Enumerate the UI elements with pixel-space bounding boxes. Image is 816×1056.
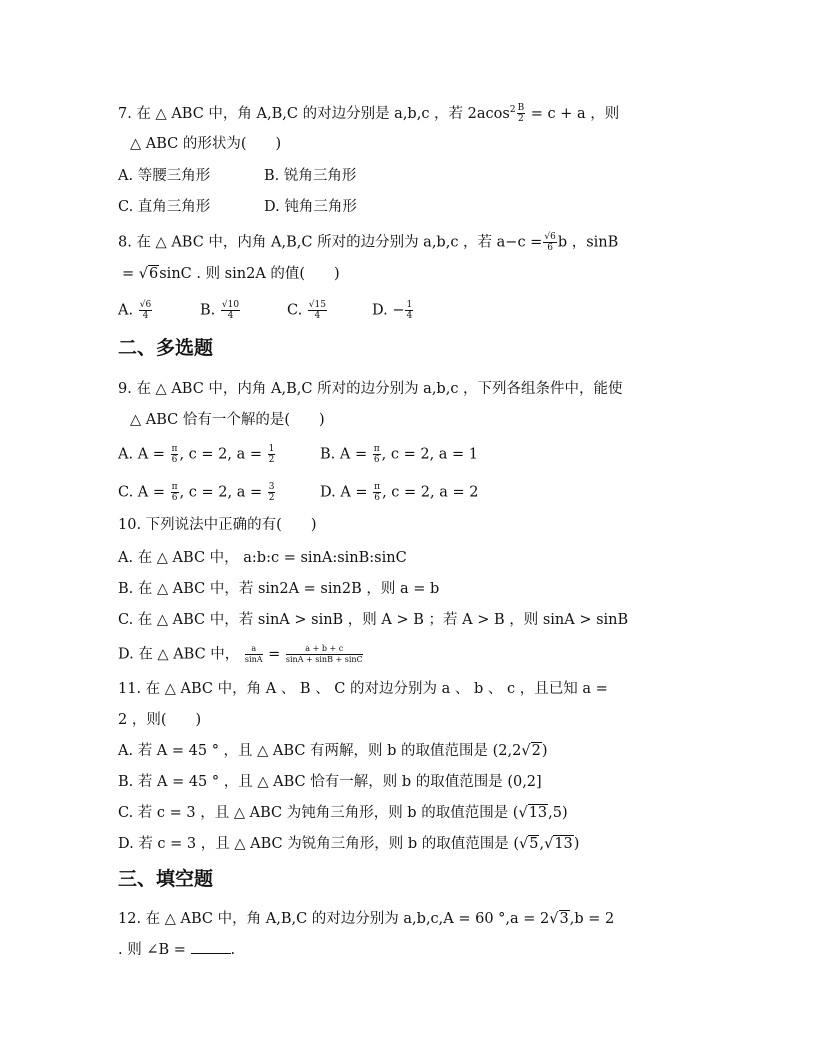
q11-stem-line1: 11. 在 △ ABC 中，角 A 、 B 、 C 的对边分别为 a 、 b 、 c ，且已知 a = (118, 681, 608, 697)
q8-option-c (287, 300, 328, 321)
q10-d-left-den: sinA (244, 655, 263, 664)
q8-d-frac (405, 300, 413, 321)
q9-option-c (118, 482, 276, 503)
q11-option-a (118, 741, 548, 761)
q8-a-den: 4 (142, 311, 149, 321)
q9-c-den: 2 (268, 493, 275, 503)
q9-c-frac (268, 482, 276, 503)
q10-d-left-num: a (245, 644, 263, 655)
q11-option-c (118, 803, 568, 823)
q8-b-num: √10 (221, 300, 240, 310)
q10-option-c: C. 在 △ ABC 中，若 sinA > sinB ，则 A > B ；若 A > B ，则 sinA > sinB (118, 612, 629, 628)
q7-option-d: D. 钝角三角形 (264, 199, 357, 215)
q10-d-right-num: a + b + c (286, 644, 363, 655)
q9-option-d (320, 482, 478, 503)
pi-den: 6 (373, 455, 380, 465)
pi-num: π (374, 482, 381, 492)
q9-c-pi (171, 482, 179, 503)
q8-d-num: 1 (406, 300, 413, 310)
q8-frac-den: 6 (547, 243, 553, 253)
q12-end: . (230, 942, 236, 958)
q8-c-den: 4 (314, 311, 321, 321)
q11-a-post: ) (541, 743, 548, 759)
q8-a-label: A. (118, 302, 134, 319)
q7-frac-den: 2 (518, 114, 524, 125)
section-heading-multiple-choice: 二、多选题 (118, 337, 214, 359)
q11-d-sqrt2: 13 (554, 836, 573, 852)
q8-fraction (543, 232, 556, 253)
q8-sqrt: 6 (149, 266, 159, 282)
q12-stem-line2 (118, 940, 235, 960)
q8-c-frac (308, 300, 327, 321)
q8-d-label: D. − (372, 302, 405, 319)
q8-d-den: 4 (406, 311, 413, 321)
q10-option-a: A. 在 △ ABC 中， a:b:c = sinA:sinB:sinC (118, 550, 407, 566)
q11-d-post: ) (573, 836, 580, 852)
q9-d-pre: D. A = (320, 484, 368, 501)
q9-stem-line2: △ ABC 恰有一个解的是( ) (130, 412, 325, 428)
q11-d-sqrt1: 5 (529, 836, 539, 852)
q11-a-pre: A. 若 A = 45 ° ，且 △ ABC 有两解，则 b 的取值范围是 (2,2√ (118, 743, 531, 759)
q9-a-num: 1 (268, 444, 275, 454)
q7-frac-num: B (517, 103, 525, 114)
q7-exponent: 2 (509, 105, 516, 115)
q10-option-d (118, 644, 364, 665)
q11-c-pre: C. 若 c = 3 ，且 △ ABC 为钝角三角形，则 b 的取值范围是 (√ (118, 805, 528, 821)
q9-c-num: 3 (268, 482, 275, 492)
q7-text-end: = c + a ，则 (526, 105, 620, 122)
q8-stem-line2 (122, 264, 340, 284)
q9-c-mid: , c = 2, a = (179, 484, 263, 501)
q11-c-post: ,5) (548, 805, 568, 821)
pi-den: 6 (374, 493, 380, 503)
q7-stem-line1 (118, 100, 619, 124)
q9-a-frac (268, 444, 276, 465)
q8-a-num: √6 (139, 300, 152, 310)
q8-b-frac (221, 300, 240, 321)
q10-d-right-frac (286, 644, 363, 665)
q7-option-c: C. 直角三角形 (118, 199, 211, 215)
q11-c-sqrt: 13 (528, 805, 548, 821)
q8-eq-end: sinC . 则 sin2A 的值( ) (159, 266, 340, 282)
q12-text: . 则 ∠B = (118, 942, 186, 958)
q12-stem-line1 (118, 909, 614, 929)
q8-a-frac (139, 300, 152, 321)
q11-d-pre: D. 若 c = 3 ，且 △ ABC 为锐角三角形，则 b 的取值范围是 (√ (118, 836, 529, 852)
q7-stem-line2: △ ABC 的形状为( ) (130, 136, 282, 152)
q9-d-post: , c = 2, a = 2 (382, 484, 479, 501)
q7-option-b: B. 锐角三角形 (264, 168, 357, 184)
q9-b-post: , c = 2, a = 1 (381, 446, 479, 463)
q9-b-pi (373, 444, 381, 465)
q7-text: 7. 在 △ ABC 中，角 A,B,C 的对边分别是 a,b,c ，若 2acos (118, 105, 510, 122)
pi-den: 6 (171, 493, 178, 503)
q8-stem-line1 (118, 232, 618, 253)
pi-num: π (373, 444, 380, 454)
q9-stem-line1: 9. 在 △ ABC 中，内角 A,B,C 所对的边分别为 a,b,c ，下列各组条件中，能使 (118, 381, 623, 397)
q7-fraction (517, 103, 526, 124)
q8-frac-num: √6 (544, 232, 556, 242)
pi-den: 6 (171, 455, 178, 465)
q9-d-pi (373, 482, 381, 503)
q12-post: ,b = 2 (569, 911, 615, 927)
q11-option-d (118, 834, 579, 854)
q8-c-label: C. (287, 302, 303, 319)
pi-num: π (171, 444, 178, 454)
q9-b-pre: B. A = (320, 446, 368, 463)
q11-stem-line2: 2 ，则( ) (118, 712, 202, 728)
q9-a-pi (171, 444, 179, 465)
q12-pre: 12. 在 △ ABC 中，角 A,B,C 的对边分别为 a,b,c,A = 60 °,a = 2√ (118, 911, 559, 927)
q9-a-pre: A. A = (118, 446, 165, 463)
q8-option-a (118, 300, 153, 321)
q10-d-right-den: sinA + sinB + sinC (285, 655, 363, 664)
q8-option-b (200, 300, 241, 321)
q10-d-left-frac (245, 644, 263, 665)
q9-a-den: 2 (268, 455, 275, 465)
q11-d-mid: ,√ (539, 836, 554, 852)
q8-b-den: 4 (227, 311, 234, 321)
q11-option-b: B. 若 A = 45 ° ，且 △ ABC 恰有一解，则 b 的取值范围是 (0,2] (118, 774, 542, 790)
q9-option-b (320, 444, 478, 465)
pi-num: π (171, 482, 178, 492)
q8-eq: = √ (122, 266, 148, 282)
q10-d-eq: = (268, 646, 281, 663)
q9-c-pre: C. A = (118, 484, 166, 501)
q10-option-b: B. 在 △ ABC 中，若 sin2A = sin2B ，则 a = b (118, 581, 440, 597)
q10-stem: 10. 下列说法中正确的有( ) (118, 517, 317, 533)
q8-text-end: b ，sinB (557, 234, 619, 251)
q9-a-mid: , c = 2, a = (179, 446, 263, 463)
answer-blank[interactable] (191, 953, 231, 954)
q8-b-label: B. (200, 302, 216, 319)
q7-option-a: A. 等腰三角形 (118, 168, 211, 184)
q8-text: 8. 在 △ ABC 中，内角 A,B,C 所对的边分别为 a,b,c ，若 a−c = (118, 234, 543, 251)
q9-option-a (118, 444, 276, 465)
q12-sqrt: 3 (559, 911, 569, 927)
q10-d-pre: D. 在 △ ABC 中， (118, 646, 240, 663)
q8-option-d (372, 300, 414, 321)
q8-c-num: √15 (308, 300, 326, 310)
section-heading-fill-blank: 三、填空题 (118, 868, 214, 890)
q11-a-sqrt: 2 (531, 743, 541, 759)
